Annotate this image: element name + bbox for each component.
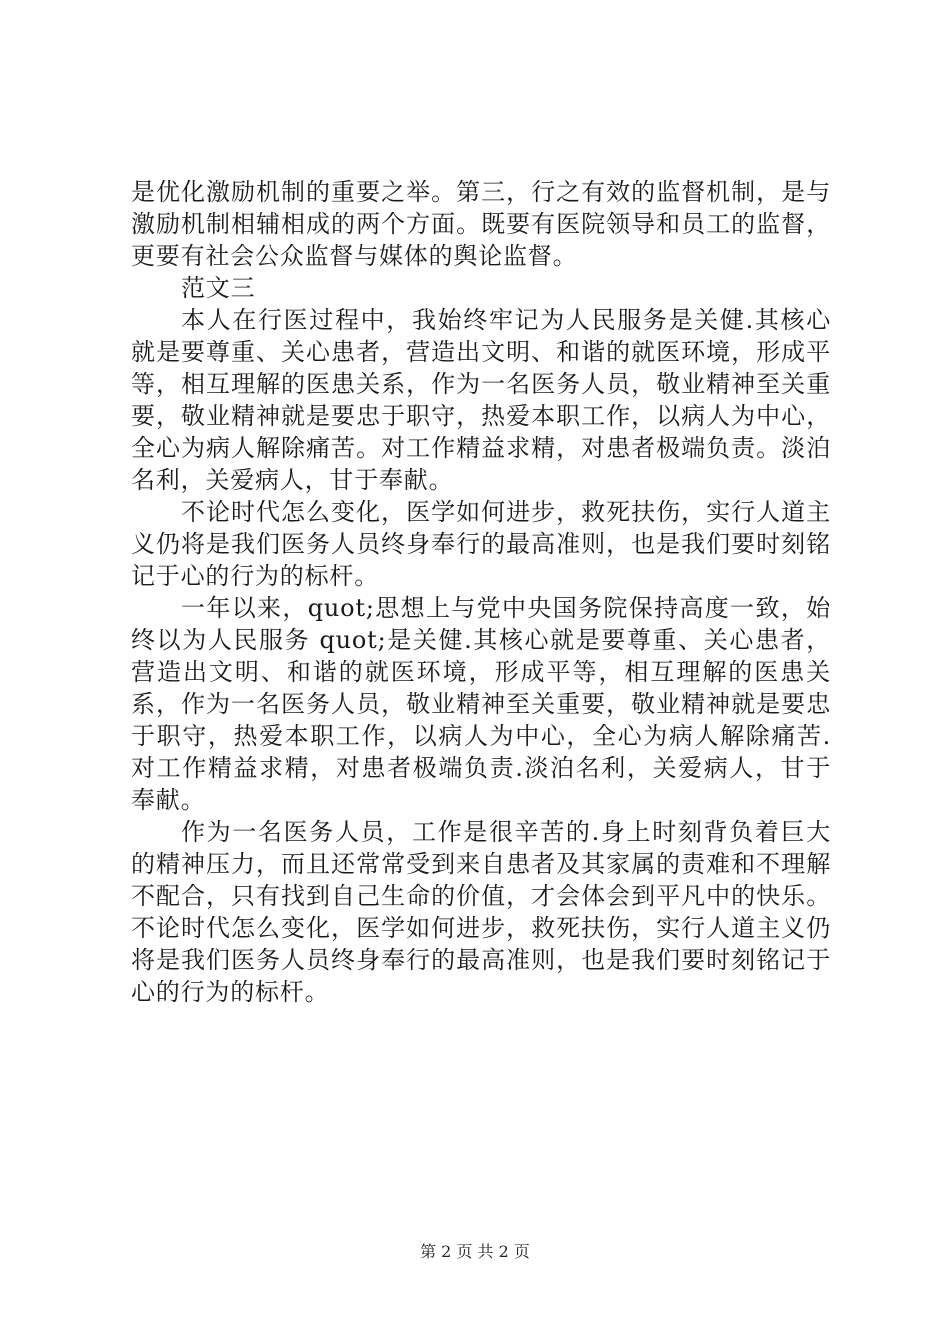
paragraph: 作为一名医务人员，工作是很辛苦的.身上时刻背负着巨大的精神压力，而且还常常受到来自患者及其家属的责难和不理解不配合，只有找到自己生命的价值，才会体会到平凡中的快乐。不论时代怎么变化，医学如何进步，救死扶伤，实行人道主义仍将是我们医务人员终身奉行的最高准则，也是我们要时刻铭记于心的行为的标杆。 [131, 818, 831, 1006]
page-number-footer: 第 2 页 共 2 页 [420, 1242, 530, 1261]
paragraph: 本人在行医过程中，我始终牢记为人民服务是关健.其核心就是要尊重、关心患者，营造出文明、和谐的就医环境，形成平等，相互理解的医患关系，作为一名医务人员，敬业精神至关重要，敬业精神就是要忠于职守，热爱本职工作，以病人为中心，全心为病人解除痛苦。对工作精益求精，对患者极端负责。淡泊名利，关爱病人，甘于奉献。 [131, 306, 831, 494]
paragraph: 不论时代怎么变化，医学如何进步，救死扶伤，实行人道主义仍将是我们医务人员终身奉行的最高准则，也是我们要时刻铭记于心的行为的标杆。 [131, 498, 831, 590]
document-body [131, 176, 831, 1008]
paragraph: 一年以来，quot;思想上与党中央国务院保持高度一致，始终以为人民服务 quot;是关健.其核心就是要尊重、关心患者，营造出文明、和谐的就医环境，形成平等，相互理解的医患关系，作为一名医务人员，敬业精神至关重要，敬业精神就是要忠于职守，热爱本职工作，以病人为中心，全心为病人解除痛苦.对工作精益求精，对患者极端负责.淡泊名利，关爱病人，甘于奉献。 [131, 594, 831, 814]
section-heading: 范文三 [181, 274, 256, 302]
paragraph-continuation: 是优化激励机制的重要之举。第三，行之有效的监督机制，是与激励机制相辅相成的两个方面。既要有医院领导和员工的监督，更要有社会公众监督与媒体的舆论监督。 [131, 178, 831, 270]
